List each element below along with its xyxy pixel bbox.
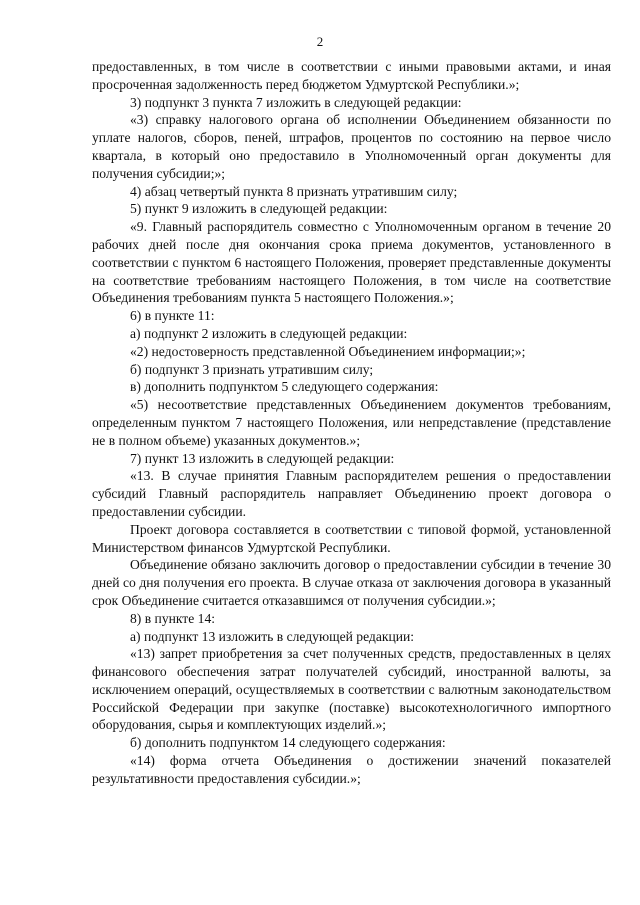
paragraph: б) дополнить подпунктом 14 следующего содержания:	[130, 735, 446, 751]
paragraph: Проект договора составляется в соответствии с типовой формой, установленной Министерством финансов Удмуртской Республики.	[92, 521, 611, 555]
paragraph: 7) пункт 13 изложить в следующей редакции:	[130, 450, 395, 466]
paragraph: 5) пункт 9 изложить в следующей редакции:	[130, 201, 388, 217]
paragraph: «13. В случае принятия Главным распорядителем решения о предоставлении субсидий Главный распорядитель направляет Объединению проект договора о предоставлении субсидии.	[92, 468, 611, 519]
document-body	[92, 58, 611, 788]
paragraph: 8) в пункте 14:	[130, 610, 216, 626]
paragraph: «13) запрет приобретения за счет полученных средств, предоставленных в целях финансового обеспечения затрат получателей субсидий, иностранной валюты, за исключением операций, осуществляемых в соответствии с валютным законодательством Российской Федерации при закупке (поставке) высокотехнологичного импортного оборудования, сырья и комплектующих изделий.»;	[92, 646, 611, 733]
page-number: 2	[316, 34, 324, 49]
paragraph: «9. Главный распорядитель совместно с Уполномоченным органом в течение 20 рабочих дней после дня окончания срока приема документов, установленного в соответствии с пунктом 6 настоящего Положения, проверяет представленные документы на соответствие требованиям настоящего Положения, в том числе на соответствие Объединения требованиям пункта 5 настоящего Положения.»;	[92, 219, 611, 306]
paragraph: «5) несоответствие представленных Объединением документов требованиям, определенным пунктом 7 настоящего Положения, или непредставление (представление не в полном объеме) указанных документов.»;	[92, 397, 611, 448]
paragraph: в) дополнить подпунктом 5 следующего содержания:	[130, 379, 439, 395]
paragraph: «2) недостоверность представленной Объединением информации;»;	[130, 343, 526, 359]
paragraph: Объединение обязано заключить договор о предоставлении субсидии в течение 30 дней со дня получения его проекта. В случае отказа от заключения договора в указанный срок Объединение считается отказавшимся от получения субсидии.»;	[92, 557, 611, 608]
paragraph: «14) форма отчета Объединения о достижении значений показателей результативности предоставления субсидии.»;	[92, 753, 611, 786]
paragraph: 4) абзац четвертый пункта 8 признать утратившим силу;	[130, 183, 458, 199]
paragraph: предоставленных, в том числе в соответствии с иными правовыми актами, и иная просроченная задолженность перед бюджетом Удмуртской Республики.»;	[92, 59, 611, 92]
paragraph: 3) подпункт 3 пункта 7 изложить в следующей редакции:	[130, 94, 462, 110]
paragraph: «3) справку налогового органа об исполнении Объединением обязанности по уплате налогов, сборов, пеней, штрафов, процентов по состоянию на первое число квартала, в который оно предоставило в Уполномоченный орган документы для получения субсидии;»;	[92, 112, 611, 181]
paragraph: б) подпункт 3 признать утратившим силу;	[130, 361, 374, 377]
paragraph: 6) в пункте 11:	[130, 308, 215, 324]
paragraph: а) подпункт 2 изложить в следующей редакции:	[130, 325, 408, 341]
paragraph: а) подпункт 13 изложить в следующей редакции:	[130, 628, 415, 644]
